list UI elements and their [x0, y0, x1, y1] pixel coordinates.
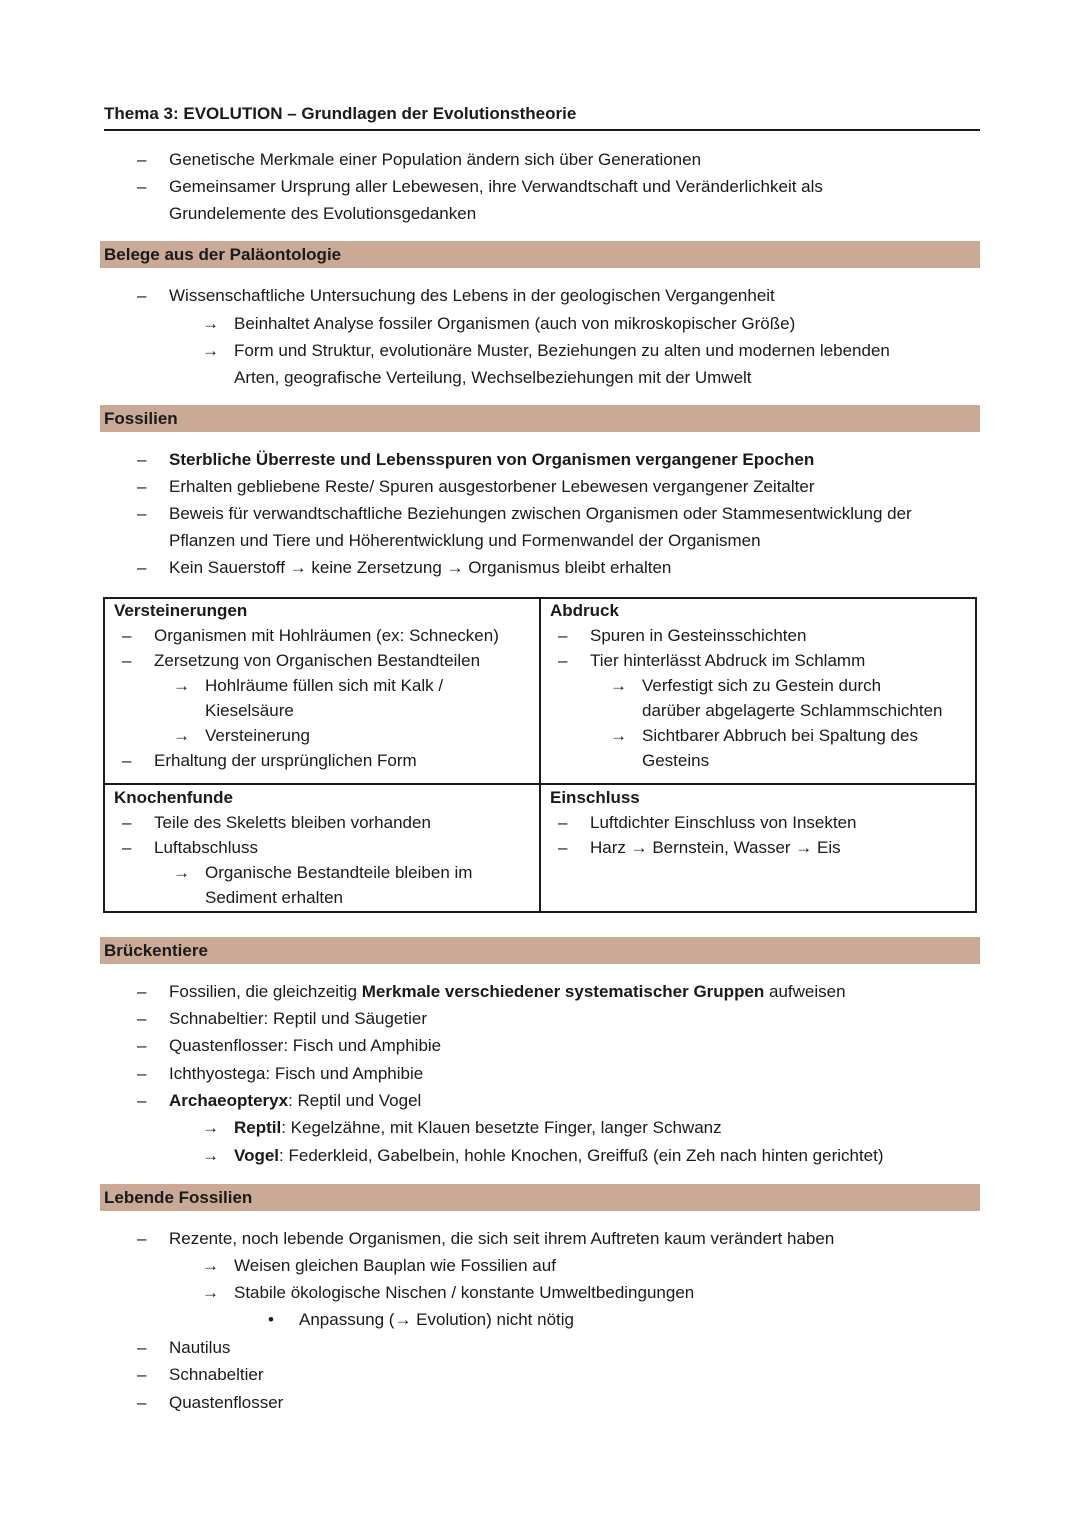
list-item [0, 1033, 1080, 1059]
list-text: Quastenflosser: Fisch und Amphibie [169, 1036, 442, 1055]
dash-marker: – [122, 751, 132, 770]
cell-text: Teile des Skeletts bleiben vorhanden [154, 813, 431, 832]
dash-marker: – [137, 558, 147, 577]
cell-heading-einschluss: Einschluss [550, 788, 640, 807]
arrow-icon: → [202, 1256, 219, 1275]
cell-text: Luftdichter Einschluss von Insekten [590, 813, 857, 832]
dash-marker: – [137, 982, 147, 1001]
dash-marker: – [558, 813, 568, 832]
cell-text: Verfestigt sich zu Gestein durch [642, 676, 882, 695]
arrow-text: Weisen gleichen Bauplan wie Fossilien auf [234, 1256, 556, 1275]
list-item [0, 1362, 1080, 1388]
table-divider [103, 783, 977, 785]
section-heading-lebende-fossilien: Lebende Fossilien [100, 1184, 980, 1211]
list-text: Quastenflosser [169, 1393, 284, 1412]
dash-marker: – [122, 651, 132, 670]
cell-heading-versteinerungen: Versteinerungen [114, 601, 248, 620]
list-text: Nautilus [169, 1338, 231, 1357]
arrow-text: Form und Struktur, evolutionäre Muster, Beziehungen zu alten und modernen lebenden [234, 341, 890, 360]
intro-text: Genetische Merkmale einer Population ändern sich über Generationen [169, 150, 702, 169]
arrow-text: Beinhaltet Analyse fossiler Organismen (auch von mikroskopischer Größe) [234, 314, 796, 333]
arrow-item [0, 1280, 1080, 1306]
arrow-icon: → [610, 676, 627, 695]
list-item [0, 474, 1080, 500]
cell-text: Spuren in Gesteinsschichten [590, 626, 807, 645]
dash-marker: – [137, 504, 147, 523]
arrow-text-continued: Arten, geografische Verteilung, Wechselbeziehungen mit der Umwelt [234, 368, 752, 387]
list-item [0, 147, 1080, 173]
dash-marker: – [558, 626, 568, 645]
arrow-icon: → [173, 863, 190, 882]
section-heading-fossilien: Fossilien [100, 405, 980, 432]
arrow-icon: → [202, 1146, 219, 1165]
cell-heading-abdruck: Abdruck [550, 601, 619, 620]
page-title: Thema 3: EVOLUTION – Grundlagen der Evolutionstheorie [104, 104, 980, 131]
dash-marker: – [137, 477, 147, 496]
list-text: Fossilien, die gleichzeitig Merkmale verschiedener systematischer Gruppen aufweisen [169, 982, 846, 1001]
dash-marker: – [122, 838, 132, 857]
list-text: Schnabeltier [169, 1365, 264, 1384]
dash-marker: – [558, 838, 568, 857]
section-heading-brueckentiere: Brückentiere [100, 937, 980, 964]
list-text: Wissenschaftliche Untersuchung des Lebens in der geologischen Vergangenheit [169, 286, 775, 305]
arrow-icon: → [173, 676, 190, 695]
list-text: Archaeopteryx: Reptil und Vogel [169, 1091, 422, 1110]
cell-text: Sediment erhalten [205, 888, 343, 907]
dash-marker: – [137, 1338, 147, 1357]
dash-marker: – [137, 150, 147, 169]
dash-marker: – [137, 1009, 147, 1028]
list-item [0, 1088, 1080, 1114]
arrow-icon: → [610, 726, 627, 745]
bullet-text: Anpassung (→ Evolution) nicht nötig [299, 1310, 574, 1329]
cell-text: Tier hinterlässt Abdruck im Schlamm [590, 651, 866, 670]
list-item [0, 1390, 1080, 1416]
dash-marker: – [137, 286, 147, 305]
cell-text: Zersetzung von Organischen Bestandteilen [154, 651, 481, 670]
list-item [0, 283, 1080, 309]
list-item [0, 979, 1080, 1005]
arrow-icon: → [202, 1118, 219, 1137]
list-text: Beweis für verwandtschaftliche Beziehungen zwischen Organismen oder Stammesentwicklung der [169, 504, 912, 523]
table-divider [539, 597, 541, 913]
intro-text: Gemeinsamer Ursprung aller Lebewesen, ihre Verwandtschaft und Veränderlichkeit als [169, 177, 823, 196]
cell-text: Versteinerung [205, 726, 310, 745]
dash-marker: – [137, 1091, 147, 1110]
cell-text: Sichtbarer Abbruch bei Spaltung des [642, 726, 918, 745]
arrow-text: Stabile ökologische Nischen / konstante Umweltbedingungen [234, 1283, 695, 1302]
cell-text: Kieselsäure [205, 701, 294, 720]
cell-text: Gesteins [642, 751, 710, 770]
section-heading-palaeontologie: Belege aus der Paläontologie [100, 241, 980, 268]
dash-marker: – [137, 1393, 147, 1412]
dash-marker: – [122, 626, 132, 645]
arrow-item [0, 1115, 1080, 1141]
bullet-item [0, 1307, 1080, 1333]
arrow-icon: → [202, 314, 219, 333]
dash-marker: – [137, 1229, 147, 1248]
cell-text: Organismen mit Hohlräumen (ex: Schnecken) [154, 626, 499, 645]
list-text: Erhalten gebliebene Reste/ Spuren ausgestorbener Lebewesen vergangener Zeitalter [169, 477, 815, 496]
dash-marker: – [137, 1036, 147, 1055]
cell-text: Hohlräume füllen sich mit Kalk / [205, 676, 444, 695]
list-text: Schnabeltier: Reptil und Säugetier [169, 1009, 427, 1028]
dash-marker: – [137, 177, 147, 196]
cell-heading-knochenfunde: Knochenfunde [114, 788, 233, 807]
cell-text: Organische Bestandteile bleiben im [205, 863, 473, 882]
arrow-text: Reptil: Kegelzähne, mit Klauen besetzte Finger, langer Schwanz [234, 1118, 722, 1137]
cell-text: Luftabschluss [154, 838, 258, 857]
dash-marker: – [558, 651, 568, 670]
list-item [0, 174, 1080, 200]
cell-text: Erhaltung der ursprünglichen Form [154, 751, 417, 770]
list-item [0, 1335, 1080, 1361]
dash-marker: – [137, 450, 147, 469]
list-item [0, 1061, 1080, 1087]
arrow-icon: → [202, 341, 219, 360]
intro-text-continued: Grundelemente des Evolutionsgedanken [169, 204, 477, 223]
list-item [0, 1226, 1080, 1252]
list-item [0, 447, 1080, 473]
list-text: Kein Sauerstoff → keine Zersetzung → Organismus bleibt erhalten [169, 558, 672, 577]
list-text: Rezente, noch lebende Organismen, die sich seit ihrem Auftreten kaum verändert haben [169, 1229, 835, 1248]
bullet-icon: • [268, 1310, 274, 1329]
arrow-item [0, 1143, 1080, 1169]
list-item [0, 1006, 1080, 1032]
arrow-icon: → [202, 1283, 219, 1302]
list-text-bold: Sterbliche Überreste und Lebensspuren von Organismen vergangener Epochen [169, 450, 815, 469]
list-item [0, 555, 1080, 581]
dash-marker: – [137, 1365, 147, 1384]
dash-marker: – [122, 813, 132, 832]
dash-marker: – [137, 1064, 147, 1083]
list-text-continued: Pflanzen und Tiere und Höherentwicklung und Formenwandel der Organismen [169, 531, 761, 550]
arrow-icon: → [173, 726, 190, 745]
list-item [0, 501, 1080, 527]
list-text: Ichthyostega: Fisch und Amphibie [169, 1064, 424, 1083]
cell-text: darüber abgelagerte Schlammschichten [642, 701, 943, 720]
arrow-text: Vogel: Federkleid, Gabelbein, hohle Knochen, Greiffuß (ein Zeh nach hinten gerichtet) [234, 1146, 884, 1165]
arrow-item [0, 311, 1080, 337]
cell-text: Harz → Bernstein, Wasser → Eis [590, 838, 841, 857]
arrow-item [0, 1253, 1080, 1279]
arrow-item [0, 338, 1080, 364]
